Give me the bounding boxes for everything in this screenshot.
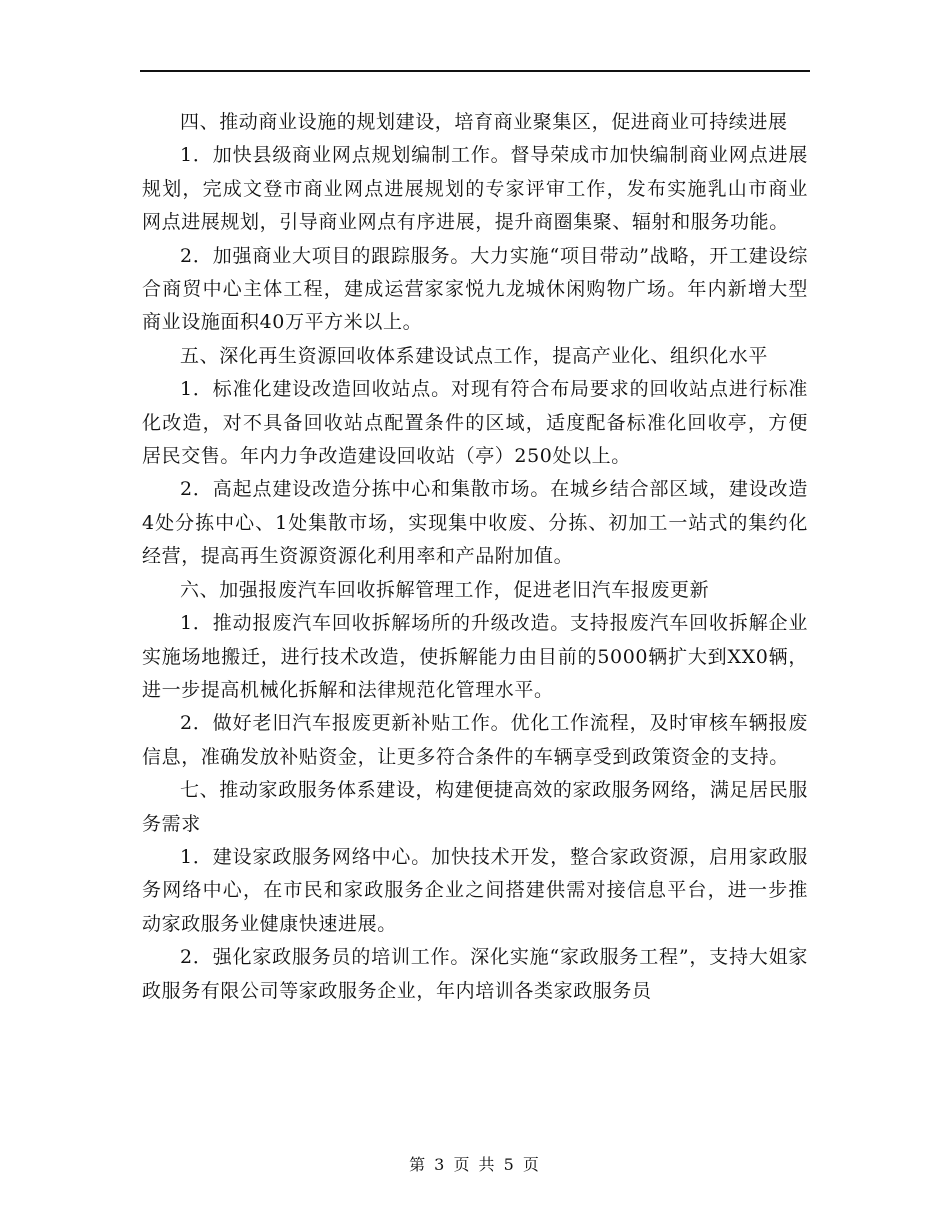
paragraph: 2．强化家政服务员的培训工作。深化实施“家政服务工程”，支持大姐家政服务有限公司等家政服务企业，年内培训各类家政服务员 xyxy=(142,946,808,1002)
header-rule xyxy=(140,70,810,72)
paragraph: 1．标准化建设改造回收站点。对现有符合布局要求的回收站点进行标准化改造，对不具备回收站点配置条件的区域，适度配备标准化回收亭，方便居民交售。年内力争改造建设回收站（亭）250处以上。 xyxy=(142,378,808,468)
paragraph: 2．做好老旧汽车报废更新补贴工作。优化工作流程，及时审核车辆报废信息，准确发放补贴资金，让更多符合条件的车辆享受到政策资金的支持。 xyxy=(142,712,808,768)
heading-section-6: 六、加强报废汽车回收拆解管理工作，促进老旧汽车报废更新 xyxy=(180,578,710,601)
heading-section-4: 四、推动商业设施的规划建设，培育商业聚集区，促进商业可持续进展 xyxy=(180,111,788,133)
heading-section-5: 五、深化再生资源回收体系建设试点工作，提高产业化、组织化水平 xyxy=(180,344,769,367)
paragraph: 2．高起点建设改造分拣中心和集散市场。在城乡结合部区域，建设改造4处分拣中心、1处集散市场，实现集中收废、分拣、初加工一站式的集约化经营，提高再生资源资源化利用率和产品附加值。 xyxy=(142,478,808,568)
paragraph: 1．建设家政服务网络中心。加快技术开发，整合家政资源，启用家政服务网络中心，在市民和家政服务企业之间搭建供需对接信息平台，进一步推动家政服务业健康快速进展。 xyxy=(142,845,808,935)
paragraph: 2．加强商业大项目的跟踪服务。大力实施“项目带动”战略，开工建设综合商贸中心主体工程，建成运营家家悦九龙城休闲购物广场。年内新增大型商业设施面积40万平方米以上。 xyxy=(142,244,808,334)
paragraph: 1．加快县级商业网点规划编制工作。督导荣成市加快编制商业网点进展规划，完成文登市商业网点进展规划的专家评审工作，发布实施乳山市商业网点进展规划，引导商业网点有序进展，提升商圈集聚、辐射和服务功能。 xyxy=(142,144,808,234)
paragraph: 1．推动报废汽车回收拆解场所的升级改造。支持报废汽车回收拆解企业实施场地搬迁，进行技术改造，使拆解能力由目前的5000辆扩大到XX0辆，进一步提高机械化拆解和法律规范化管理水平。 xyxy=(142,612,808,701)
document-body xyxy=(142,106,808,1008)
heading-section-7: 七、推动家政服务体系建设，构建便捷高效的家政服务网络，满足居民服务需求 xyxy=(142,779,808,835)
page-number-footer: 第 3 页 共 5 页 xyxy=(409,1155,541,1174)
